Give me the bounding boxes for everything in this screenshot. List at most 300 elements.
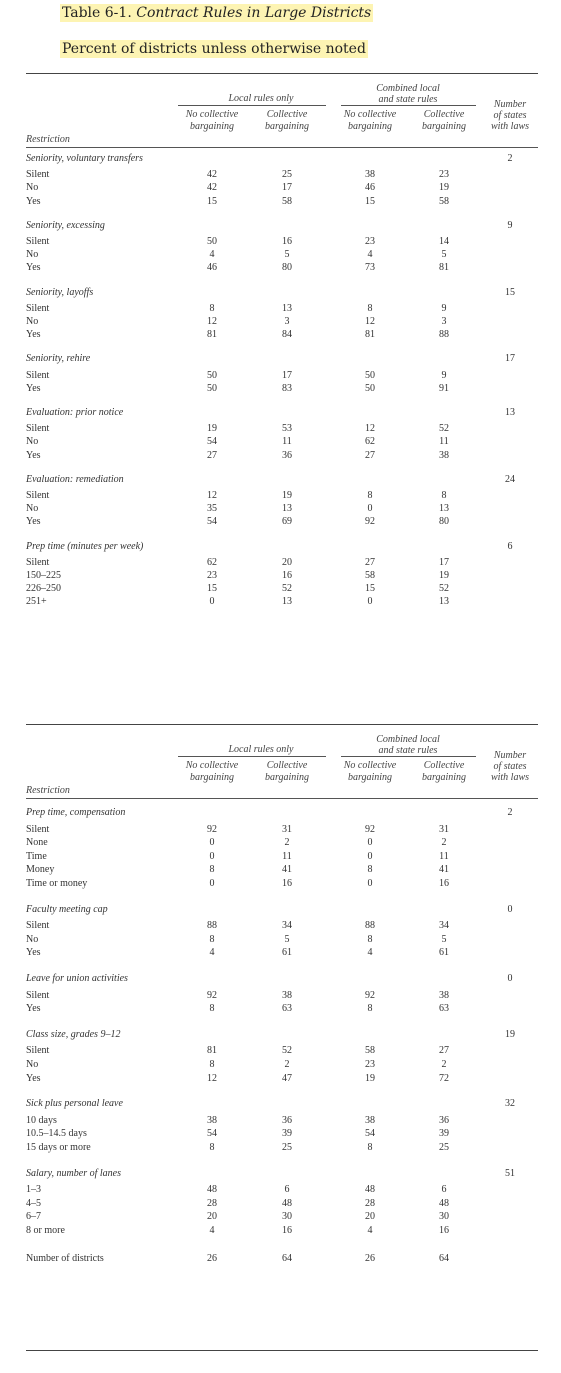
row-label: Silent (26, 1045, 50, 1057)
group-heading (26, 540, 538, 553)
group-label: Faculty meeting cap (26, 903, 108, 915)
cell-value: 52 (439, 583, 449, 595)
row-label: 4–5 (26, 1197, 41, 1209)
states-count: 0 (507, 973, 513, 984)
cell-value: 23 (207, 570, 217, 581)
cell-value: 8 (367, 864, 373, 876)
cell-value: 20 (207, 1211, 217, 1223)
row-label: 10 days (26, 1114, 57, 1126)
table-row (26, 382, 538, 395)
cell-value: 30 (282, 1211, 292, 1223)
table-row (26, 1058, 538, 1071)
cell-value: 38 (439, 449, 449, 461)
cell-value: 0 (209, 878, 215, 889)
cell-value: 8 (209, 1059, 215, 1070)
group-label: Leave for union activities (26, 973, 128, 984)
cell-value: 50 (365, 369, 375, 381)
table-row (26, 1197, 538, 1210)
group-heading (26, 473, 538, 486)
cell-value: 15 (365, 583, 375, 595)
header-col1-line1: No collective (185, 760, 239, 771)
row-label: No (26, 1059, 39, 1070)
table-row (26, 449, 538, 462)
cell-value: 25 (282, 169, 292, 181)
cell-value: 27 (365, 449, 375, 461)
panel2-bottom-rule (26, 1350, 538, 1351)
row-label: Time or money (26, 878, 88, 889)
row-label: Yes (26, 1003, 41, 1015)
table-row (26, 328, 538, 341)
table-row (26, 168, 538, 181)
table-row (26, 1002, 538, 1015)
table-row (26, 877, 538, 890)
cell-value: 27 (365, 556, 375, 568)
cell-value: 54 (207, 1128, 217, 1140)
row-label: No (26, 182, 39, 194)
cell-value: 81 (207, 1045, 217, 1057)
cell-value: 35 (207, 503, 217, 515)
table-row (26, 989, 538, 1002)
cell-value: 8 (367, 933, 373, 945)
cell-value: 54 (365, 1128, 375, 1140)
cell-value: 16 (282, 570, 292, 581)
header-col3-line2: bargaining (347, 121, 393, 132)
cell-value: 92 (207, 823, 217, 835)
cell-value: 46 (207, 262, 217, 274)
group-label: Seniority, rehire (26, 353, 91, 365)
header-col2-line1: Collective (266, 760, 308, 771)
cell-value: 52 (282, 583, 292, 595)
header-combined-line1: Combined local (376, 734, 440, 745)
cell-value: 0 (367, 878, 373, 889)
cell-value: 28 (365, 1197, 375, 1209)
cell-value: 36 (439, 1114, 449, 1126)
group-label: Seniority, voluntary transfers (26, 153, 143, 164)
row-label: Yes (26, 195, 41, 207)
cell-value: 34 (282, 920, 292, 932)
cell-value: 64 (439, 1252, 449, 1264)
row-label: Silent (26, 490, 50, 501)
row-label: Silent (26, 823, 50, 835)
table-row (26, 569, 538, 582)
table-row (26, 248, 538, 261)
cell-value: 8 (209, 1142, 215, 1153)
cell-value: 28 (207, 1197, 217, 1209)
cell-value: 58 (439, 195, 449, 207)
header-local-rules-only: Local rules only (228, 744, 294, 755)
row-label: Yes (26, 947, 41, 959)
row-label: None (26, 837, 48, 849)
header-span-rule (341, 105, 476, 106)
cell-value: 17 (282, 369, 292, 381)
row-label: 6–7 (26, 1211, 41, 1223)
cell-value: 0 (209, 837, 215, 849)
group-label: Evaluation: prior notice (26, 407, 124, 418)
cell-value: 52 (439, 423, 449, 435)
states-count: 15 (505, 286, 515, 298)
row-label: No (26, 436, 39, 448)
table-row (26, 1183, 538, 1196)
row-label: Yes (26, 329, 41, 341)
row-label: Silent (26, 236, 50, 247)
cell-value: 23 (365, 1059, 375, 1070)
cell-value: 31 (282, 823, 292, 835)
header-col1-line1: No collective (185, 109, 239, 120)
cell-value: 88 (207, 920, 217, 932)
cell-value: 5 (284, 249, 290, 261)
cell-value: 84 (282, 329, 292, 341)
cell-value: 12 (207, 1072, 217, 1084)
cell-value: 8 (367, 1003, 373, 1015)
cell-value: 19 (365, 1072, 375, 1084)
cell-value: 92 (365, 989, 375, 1001)
group-label: Salary, number of lanes (26, 1167, 121, 1179)
cell-value: 9 (441, 302, 447, 314)
states-count: 24 (505, 473, 515, 485)
header-col3-line1: No collective (343, 760, 397, 771)
table-row (26, 315, 538, 328)
cell-value: 48 (365, 1184, 375, 1196)
cell-value: 46 (365, 182, 375, 194)
table-row (26, 919, 538, 932)
states-count: 6 (507, 540, 513, 552)
cell-value: 3 (441, 316, 447, 327)
header-col4-line1: Collective (423, 760, 465, 771)
header-states-line2: of states (493, 761, 527, 772)
cell-value: 9 (441, 369, 447, 381)
cell-value: 13 (282, 503, 292, 515)
cell-value: 36 (282, 449, 292, 461)
cell-value: 0 (367, 850, 373, 862)
row-label: Silent (26, 369, 50, 381)
cell-value: 14 (439, 236, 449, 247)
header-span-rule (341, 756, 476, 757)
cell-value: 11 (439, 436, 449, 448)
cell-value: 83 (282, 382, 292, 394)
table-row (26, 302, 538, 315)
cell-value: 5 (441, 249, 447, 261)
cell-value: 58 (282, 195, 292, 207)
cell-value: 16 (282, 1225, 292, 1236)
table-row (26, 515, 538, 528)
cell-value: 62 (207, 556, 217, 568)
header-local-rules-only: Local rules only (228, 93, 294, 104)
cell-value: 0 (209, 850, 215, 862)
cell-value: 0 (367, 596, 373, 608)
row-label: Yes (26, 262, 41, 274)
row-label: 226–250 (26, 583, 61, 595)
cell-value: 2 (441, 837, 447, 849)
row-label: 1–3 (26, 1184, 41, 1196)
header-span-rule (178, 756, 326, 757)
cell-value: 19 (439, 570, 449, 581)
table-row (26, 195, 538, 208)
cell-value: 16 (439, 878, 449, 889)
cell-value: 81 (207, 329, 217, 341)
group-heading (26, 972, 538, 985)
cell-value: 81 (365, 329, 375, 341)
cell-value: 62 (365, 436, 375, 448)
table-row (26, 181, 538, 194)
cell-value: 69 (282, 516, 292, 528)
cell-value: 12 (207, 316, 217, 327)
cell-value: 8 (441, 490, 447, 501)
states-count: 51 (505, 1167, 515, 1179)
cell-value: 48 (439, 1197, 449, 1209)
cell-value: 2 (284, 1059, 290, 1070)
table-row (26, 422, 538, 435)
header-col3-line1: No collective (343, 109, 397, 120)
cell-value: 92 (207, 989, 217, 1001)
group-label: Prep time (minutes per week) (26, 540, 144, 552)
group-label: Seniority, excessing (26, 219, 105, 231)
cell-value: 8 (209, 1003, 215, 1015)
table-row (26, 850, 538, 863)
cell-value: 15 (207, 195, 217, 207)
table-row (26, 1114, 538, 1127)
row-label: 8 or more (26, 1225, 65, 1236)
cell-value: 38 (439, 989, 449, 1001)
group-heading (26, 1097, 538, 1110)
group-heading (26, 286, 538, 299)
cell-value: 42 (207, 169, 217, 181)
cell-value: 50 (207, 236, 217, 247)
cell-value: 0 (367, 837, 373, 849)
header-restriction: Restriction (26, 785, 70, 796)
cell-value: 17 (282, 182, 292, 194)
cell-value: 88 (439, 329, 449, 341)
table-title-text: Contract Rules in Large Districts (136, 5, 372, 21)
cell-value: 61 (282, 947, 292, 959)
row-label: No (26, 249, 39, 261)
panel1-header (26, 73, 538, 153)
cell-value: 58 (365, 1045, 375, 1057)
cell-value: 54 (207, 436, 217, 448)
table-row (26, 1072, 538, 1085)
cell-value: 64 (282, 1252, 292, 1264)
cell-value: 15 (365, 195, 375, 207)
states-count: 17 (505, 353, 515, 365)
group-label: Seniority, layoffs (26, 286, 94, 298)
table-row (26, 836, 538, 849)
header-col4-line1: Collective (423, 109, 465, 120)
row-label: Time (26, 850, 47, 862)
cell-value: 23 (439, 169, 449, 181)
row-label: Silent (26, 989, 50, 1001)
header-bottom-rule (26, 147, 538, 148)
cell-value: 0 (209, 596, 215, 608)
cell-value: 50 (207, 382, 217, 394)
cell-value: 4 (367, 249, 373, 261)
header-col1-line2: bargaining (189, 772, 235, 783)
cell-value: 16 (439, 1225, 449, 1236)
group-heading (26, 806, 538, 819)
header-combined-line1: Combined local (376, 83, 440, 94)
group-heading (26, 152, 538, 165)
cell-value: 4 (209, 947, 215, 959)
header-col2-line2: bargaining (264, 772, 310, 783)
row-label: 150–225 (26, 570, 61, 581)
cell-value: 5 (284, 933, 290, 945)
states-count: 9 (507, 219, 513, 231)
cell-value: 41 (282, 864, 292, 876)
header-col2-line1: Collective (266, 109, 308, 120)
cell-value: 11 (282, 850, 292, 862)
table-row (26, 933, 538, 946)
cell-value: 19 (439, 182, 449, 194)
group-label: Sick plus personal leave (26, 1098, 123, 1110)
table-row (26, 1224, 538, 1237)
cell-value: 20 (282, 556, 292, 568)
table-row (26, 489, 538, 502)
cell-value: 16 (282, 878, 292, 889)
row-label: 10.5–14.5 days (26, 1128, 87, 1140)
cell-value: 63 (439, 1003, 449, 1015)
cell-value: 11 (439, 850, 449, 862)
cell-value: 39 (282, 1128, 292, 1140)
cell-value: 48 (282, 1197, 292, 1209)
cell-value: 53 (282, 423, 292, 435)
table-row (26, 823, 538, 836)
row-label: Silent (26, 169, 50, 181)
table-row (26, 435, 538, 448)
cell-value: 15 (207, 583, 217, 595)
row-label: Silent (26, 556, 50, 568)
cell-value: 2 (284, 837, 290, 849)
cell-value: 12 (365, 423, 375, 435)
table-title (60, 4, 373, 22)
table-row (26, 1252, 538, 1265)
header-col2-line2: bargaining (264, 121, 310, 132)
cell-value: 23 (365, 236, 375, 247)
group-heading (26, 1028, 538, 1041)
cell-value: 54 (207, 516, 217, 528)
header-col4-line2: bargaining (421, 772, 467, 783)
cell-value: 80 (439, 516, 449, 528)
cell-value: 26 (365, 1252, 375, 1264)
cell-value: 8 (209, 302, 215, 314)
header-restriction: Restriction (26, 134, 70, 145)
states-count: 2 (507, 807, 513, 818)
cell-value: 42 (207, 182, 217, 194)
header-combined-line2: and state rules (378, 745, 438, 756)
cell-value: 38 (365, 169, 375, 181)
cell-value: 19 (282, 490, 292, 501)
group-heading (26, 352, 538, 365)
cell-value: 11 (282, 436, 292, 448)
cell-value: 8 (367, 302, 373, 314)
row-label: Yes (26, 516, 41, 528)
cell-value: 63 (282, 1003, 292, 1015)
cell-value: 27 (207, 449, 217, 461)
header-combined-line2: and state rules (378, 94, 438, 105)
cell-value: 72 (439, 1072, 449, 1084)
states-count: 19 (505, 1028, 515, 1040)
cell-value: 38 (207, 1114, 217, 1126)
cell-value: 34 (439, 920, 449, 932)
table-row (26, 1210, 538, 1223)
cell-value: 91 (439, 382, 449, 394)
cell-value: 61 (439, 947, 449, 959)
header-col4-line2: bargaining (421, 121, 467, 132)
cell-value: 38 (282, 989, 292, 1001)
cell-value: 13 (439, 503, 449, 515)
cell-value: 4 (367, 947, 373, 959)
header-states-line1: Number (493, 750, 527, 761)
table-row (26, 863, 538, 876)
cell-value: 17 (439, 556, 449, 568)
group-heading (26, 406, 538, 419)
row-label: No (26, 933, 39, 945)
cell-value: 13 (282, 596, 292, 608)
cell-value: 41 (439, 864, 449, 876)
table-row (26, 595, 538, 608)
header-span-rule (178, 105, 326, 106)
cell-value: 52 (282, 1045, 292, 1057)
cell-value: 19 (207, 423, 217, 435)
header-col3-line2: bargaining (347, 772, 393, 783)
header-col1-line2: bargaining (189, 121, 235, 132)
row-label: Yes (26, 1072, 41, 1084)
table-row (26, 1044, 538, 1057)
table-row (26, 946, 538, 959)
cell-value: 25 (439, 1142, 449, 1153)
group-label: Class size, grades 9–12 (26, 1028, 121, 1040)
table-row (26, 1141, 538, 1154)
group-label: Prep time, compensation (26, 807, 126, 818)
cell-value: 4 (209, 249, 215, 261)
cell-value: 80 (282, 262, 292, 274)
cell-value: 3 (284, 316, 290, 327)
cell-value: 4 (209, 1225, 215, 1236)
cell-value: 30 (439, 1211, 449, 1223)
row-label: Number of districts (26, 1252, 104, 1264)
cell-value: 5 (441, 933, 447, 945)
table-row (26, 369, 538, 382)
row-label: Yes (26, 449, 41, 461)
cell-value: 8 (367, 1142, 373, 1153)
group-heading (26, 1167, 538, 1180)
group-label: Evaluation: remediation (26, 473, 124, 485)
cell-value: 81 (439, 262, 449, 274)
states-count: 0 (507, 903, 513, 915)
cell-value: 36 (282, 1114, 292, 1126)
cell-value: 73 (365, 262, 375, 274)
cell-value: 12 (365, 316, 375, 327)
table-row (26, 502, 538, 515)
cell-value: 27 (439, 1045, 449, 1057)
cell-value: 13 (282, 302, 292, 314)
cell-value: 25 (282, 1142, 292, 1153)
cell-value: 20 (365, 1211, 375, 1223)
cell-value: 92 (365, 516, 375, 528)
table-number: Table 6-1. (62, 5, 132, 21)
table-row (26, 556, 538, 569)
cell-value: 88 (365, 920, 375, 932)
header-states-line1: Number (493, 99, 527, 110)
row-label: 251+ (26, 596, 47, 608)
cell-value: 6 (284, 1184, 290, 1196)
table-row (26, 261, 538, 274)
states-count: 32 (505, 1098, 515, 1110)
cell-value: 6 (441, 1184, 447, 1196)
panel2-header (26, 724, 538, 804)
table-row (26, 582, 538, 595)
cell-value: 48 (207, 1184, 217, 1196)
row-label: Silent (26, 423, 50, 435)
cell-value: 0 (367, 503, 373, 515)
row-label: Yes (26, 382, 41, 394)
